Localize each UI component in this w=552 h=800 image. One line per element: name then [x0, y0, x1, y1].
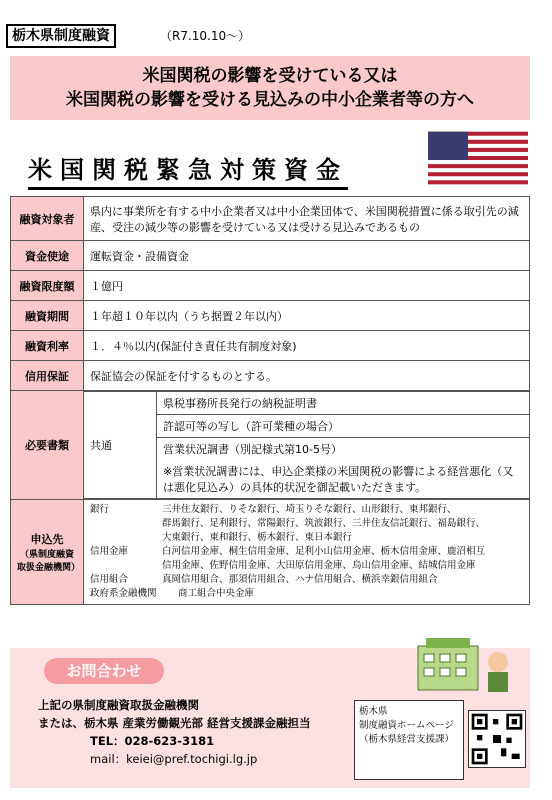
label-guarantee: 信用保証 — [11, 361, 84, 391]
fund-title: 米国関税緊急対策資金 — [28, 150, 348, 190]
docs-note: ※営業状況調書には、申込企業様の米国関税の影響による経営悪化（又は悪化見込み）の具体的状況を御記載いただきます。 — [157, 460, 530, 499]
apply-sublabel-2: 取扱金融機関） — [17, 563, 81, 573]
value-limit: １億円 — [84, 271, 530, 301]
value-use: 運転資金・設備資金 — [84, 241, 530, 271]
bank-category: 信用組合 — [90, 574, 129, 585]
contact-line-1: 上記の県制度融資取扱金融機関 — [38, 698, 199, 712]
label-apply — [11, 500, 84, 605]
contact-line-2: または、栃木県 産業労働観光部 経営支援課金融担当 — [38, 716, 311, 730]
bank-list — [84, 500, 530, 605]
banner-line-2: 米国関税の影響を受ける見込みの中小企業者等の方へ — [66, 90, 474, 110]
homepage-box[interactable] — [354, 700, 464, 780]
bank-line: 群馬銀行、足利銀行、常陽銀行、筑波銀行、三井住友信託銀行、福島銀行、 — [162, 518, 486, 529]
label-rate: 融資利率 — [11, 331, 84, 361]
qr-code-icon[interactable] — [468, 710, 526, 768]
value-target: 県内に事業所を有する中小企業者又は中小企業団体で、米国関税措置に係る取引先の減産、受注の減少等の影響を受けている又は受ける見込みであるもの — [84, 197, 530, 241]
contact-tel: TEL：028-623-3181 — [90, 734, 215, 748]
effective-date: （R7.10.10〜） — [160, 29, 251, 43]
homepage-line-3: （栃木県経営支援課） — [359, 734, 455, 745]
loan-terms-table — [10, 196, 530, 605]
apply-sublabel-1: （県制度融資 — [19, 550, 74, 560]
contact-details — [38, 696, 311, 768]
doc-item: 県税事務所長発行の納税証明書 — [157, 392, 530, 415]
doc-item: 許認可等の写し（許可業種の場合） — [157, 415, 530, 438]
value-rate: １．４％以内(保証付き責任共有制度対象) — [84, 331, 530, 361]
homepage-line-1: 栃木県 — [359, 706, 388, 717]
us-flag-icon — [428, 126, 528, 190]
label-period: 融資期間 — [11, 301, 84, 331]
doc-item: 営業状況調書（別記様式第10-5号） — [157, 438, 530, 461]
contact-tag: お問合わせ — [44, 658, 164, 684]
apply-label: 申込先 — [30, 533, 64, 546]
value-guarantee: 保証協会の保証を付するものとする。 — [84, 361, 530, 391]
bank-category: 銀行 — [90, 504, 110, 515]
bank-line: 信用金庫、佐野信用金庫、大田原信用金庫、烏山信用金庫、結城信用金庫 — [162, 560, 476, 571]
target-banner — [10, 56, 530, 120]
program-badge: 栃木県制度融資 — [6, 24, 116, 48]
bank-line: 商工組合中央金庫 — [178, 588, 255, 599]
bank-category: 信用金庫 — [90, 546, 129, 557]
label-docs: 必要書類 — [11, 391, 84, 500]
bank-line: 真岡信用組合、那須信用組合、ハナ信用組合、横浜幸銀信用組合 — [162, 574, 438, 585]
value-period: １年超１０年以内（うち据置２年以内） — [84, 301, 530, 331]
label-target: 融資対象者 — [11, 197, 84, 241]
bank-building-icon — [412, 632, 516, 696]
bank-line: 三井住友銀行、りそな銀行、埼玉りそな銀行、山形銀行、東邦銀行、 — [162, 504, 457, 515]
label-use: 資金使途 — [11, 241, 84, 271]
banner-line-1: 米国関税の影響を受けている又は — [142, 66, 398, 86]
label-limit: 融資限度額 — [11, 271, 84, 301]
contact-mail: mail：keiei@pref.tochigi.lg.jp — [90, 752, 258, 766]
docs-category: 共通 — [84, 392, 157, 499]
docs-table — [84, 391, 529, 499]
bank-category: 政府系金融機関 — [90, 588, 157, 599]
bank-line: 大東銀行、東和銀行、栃木銀行、東日本銀行 — [162, 532, 353, 543]
homepage-line-2: 制度融資ホームページ — [359, 720, 454, 731]
bank-line: 白河信用金庫、桐生信用金庫、足利小山信用金庫、栃木信用金庫、鹿沼相互 — [162, 546, 486, 557]
